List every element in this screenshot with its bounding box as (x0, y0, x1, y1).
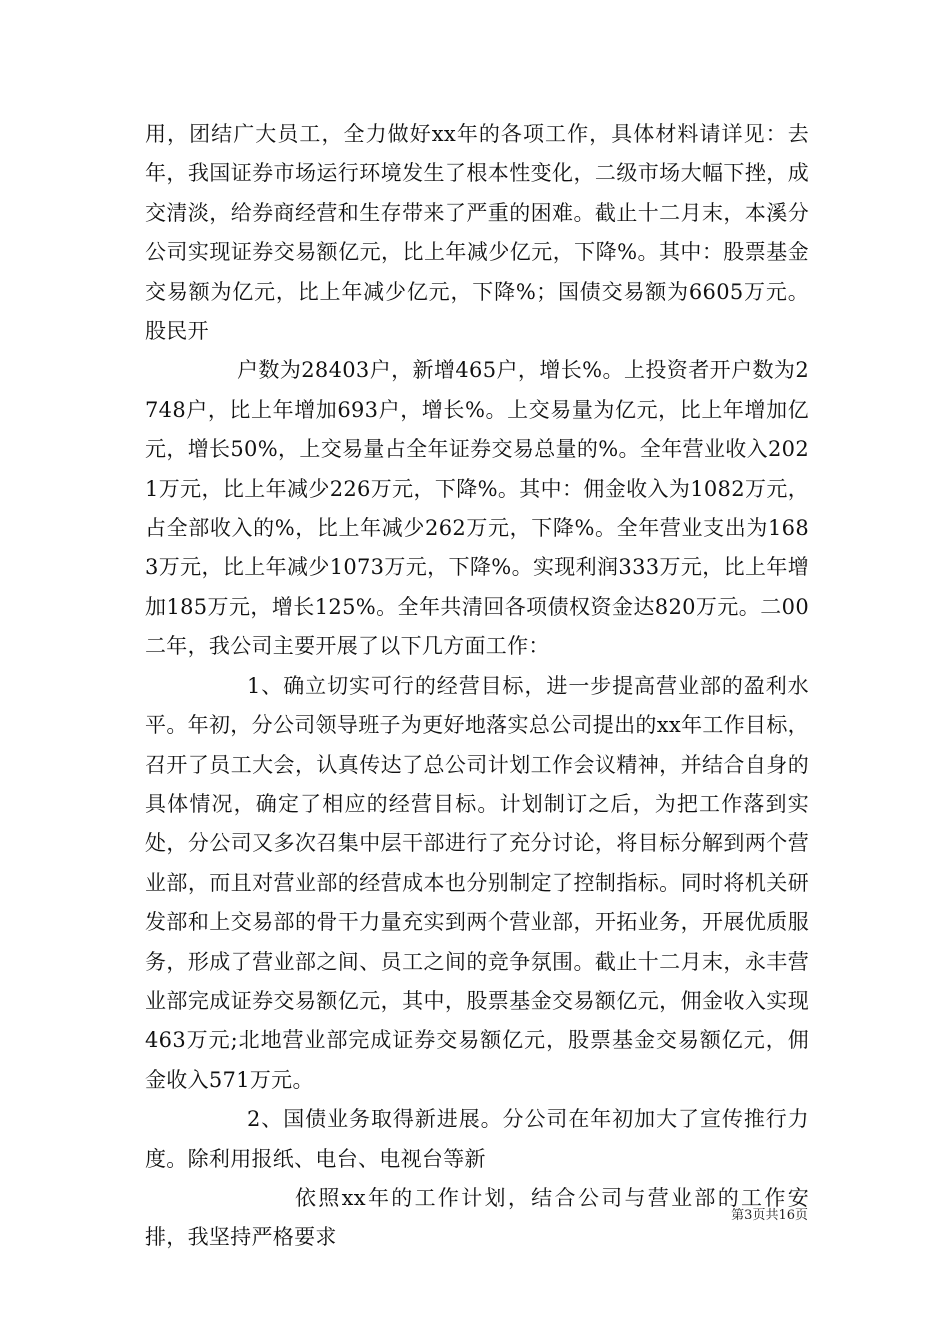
paragraph-1: 用，团结广大员工，全力做好xx年的各项工作，具体材料请详见：去年，我国证券市场运行环境发生了根本性变化，二级市场大幅下挫，成交清淡，给券商经营和生存带来了严重的困难。截止十二月末，本溪分公司实现证券交易额亿元，比上年减少亿元，下降%。其中：股票基金交易额为亿元，比上年减少亿元，下降%；国债交易额为6605万元。股民开 (145, 122, 809, 344)
body-text (145, 115, 809, 1258)
paragraph-5: 依照xx年的工作计划，结合公司与营业部的工作安排，我坚持严格要求 (145, 1185, 809, 1250)
paragraph-2: 户数为28403户，新增465户，增长%。上投资者开户数为2748户，比上年增加693户，增长%。上交易量为亿元，比上年增加亿元，增长50%，上交易量占全年证券交易总量的%。全年营业收入2021万元，比上年减少226万元，下降%。其中：佣金收入为1082万元，占全部收入的%，比上年减少262万元，下降%。全年营业支出为1683万元，比上年减少1073万元，下降%。实现利润333万元，比上年增加185万元，增长125%。全年共清回各项债权资金达820万元。二00二年，我公司主要开展了以下几方面工作： (145, 358, 809, 659)
paragraph-3: 1、确立切实可行的经营目标，进一步提高营业部的盈利水平。年初，分公司领导班子为更好地落实总公司提出的xx年工作目标，召开了员工大会，认真传达了总公司计划工作会议精神，并结合自身的具体情况，确定了相应的经营目标。计划制订之后，为把工作落到实处，分公司又多次召集中层干部进行了充分讨论，将目标分解到两个营业部，而且对营业部的经营成本也分别制定了控制指标。同时将机关研发部和上交易部的骨干力量充实到两个营业部，开拓业务，开展优质服务，形成了营业部之间、员工之间的竞争氛围。截止十二月末，永丰营业部完成证券交易额亿元，其中，股票基金交易额亿元，佣金收入实现463万元;北地营业部完成证券交易额亿元，股票基金交易额亿元，佣金收入571万元。 (145, 673, 809, 1092)
page-number: 第3页共16页 (731, 1208, 808, 1223)
paragraph-4: 2、国债业务取得新进展。分公司在年初加大了宣传推行力度。除利用报纸、电台、电视台等新 (145, 1107, 809, 1171)
